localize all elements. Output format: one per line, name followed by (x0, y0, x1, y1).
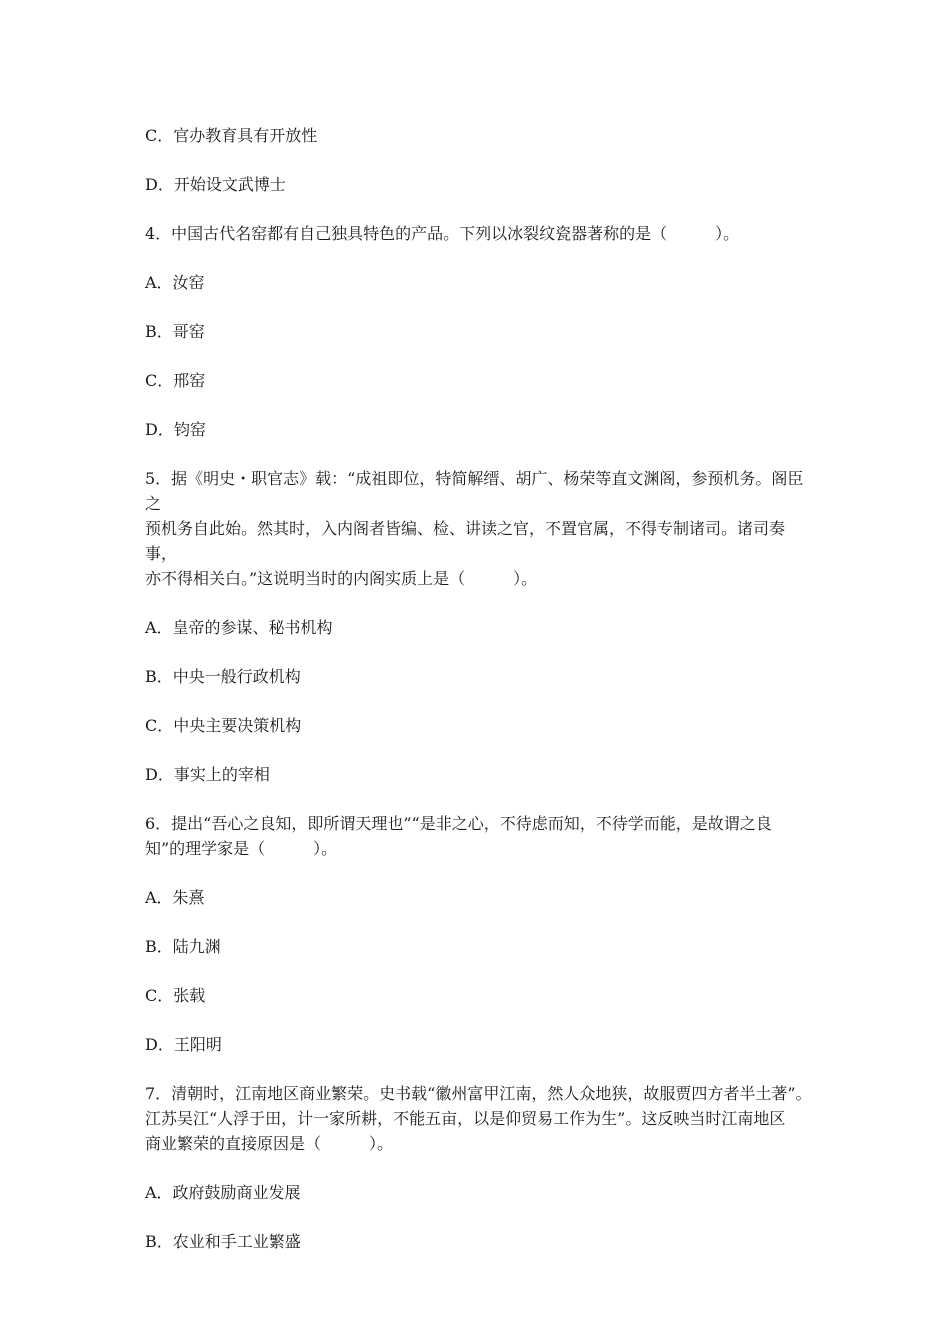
question-text-line: 6．提出“吾心之良知，即所谓天理也”“是非之心，不待虑而知，不待学而能，是故谓之良 (145, 814, 772, 833)
answer-option: B．中央一般行政机构 (145, 667, 301, 686)
answer-option: A．皇帝的参谋、秘书机构 (145, 618, 333, 637)
answer-option: D．开始设文武博士 (145, 175, 286, 194)
question-text-line: 4．中国古代名窑都有自己独具特色的产品。下列以冰裂纹瓷器著称的是（ ）。 (145, 224, 740, 243)
answer-option: D．事实上的宰相 (145, 765, 270, 784)
answer-option: C．张载 (145, 986, 206, 1005)
answer-option: C．中央主要决策机构 (145, 716, 302, 735)
answer-option: B．农业和手工业繁盛 (145, 1232, 301, 1251)
question-stem (145, 1081, 815, 1156)
exam-content (145, 123, 815, 1278)
question-text-line: 5．据《明史・职官志》载：“成祖即位，特简解缙、胡广、杨荣等直文渊阁，参预机务。阁臣之 (145, 469, 804, 513)
question-text-line: 预机务自此始。然其时，入内阁者皆编、检、讲读之官，不置官属，不得专制诸司。诸司奏事， (145, 519, 786, 563)
question-text-line: 7．清朝时，江南地区商业繁荣。史书载“徽州富甲江南，然人众地狭，故服贾四方者半土著”。 (145, 1084, 812, 1103)
answer-option: D．王阳明 (145, 1035, 222, 1054)
answer-option: C．官办教育具有开放性 (145, 126, 318, 145)
question-stem (145, 811, 815, 861)
answer-option: A．汝窑 (145, 273, 205, 292)
answer-option: C．邢窑 (145, 371, 206, 390)
answer-option: B．哥窑 (145, 322, 205, 341)
answer-option: A．政府鼓励商业发展 (145, 1183, 301, 1202)
question-stem (145, 221, 815, 246)
question-text-line: 亦不得相关白。”这说明当时的内阁实质上是（ ）。 (145, 569, 538, 588)
question-text-line: 商业繁荣的直接原因是（ ）。 (145, 1134, 394, 1153)
question-text-line: 江苏吴江“人浮于田，计一家所耕，不能五亩，以是仰贸易工作为生”。这反映当时江南地区 (145, 1109, 786, 1128)
question-stem (145, 466, 815, 591)
answer-option: A．朱熹 (145, 888, 205, 907)
answer-option: B．陆九渊 (145, 937, 221, 956)
answer-option: D．钧窑 (145, 420, 206, 439)
question-text-line: 知”的理学家是（ ）。 (145, 839, 338, 858)
